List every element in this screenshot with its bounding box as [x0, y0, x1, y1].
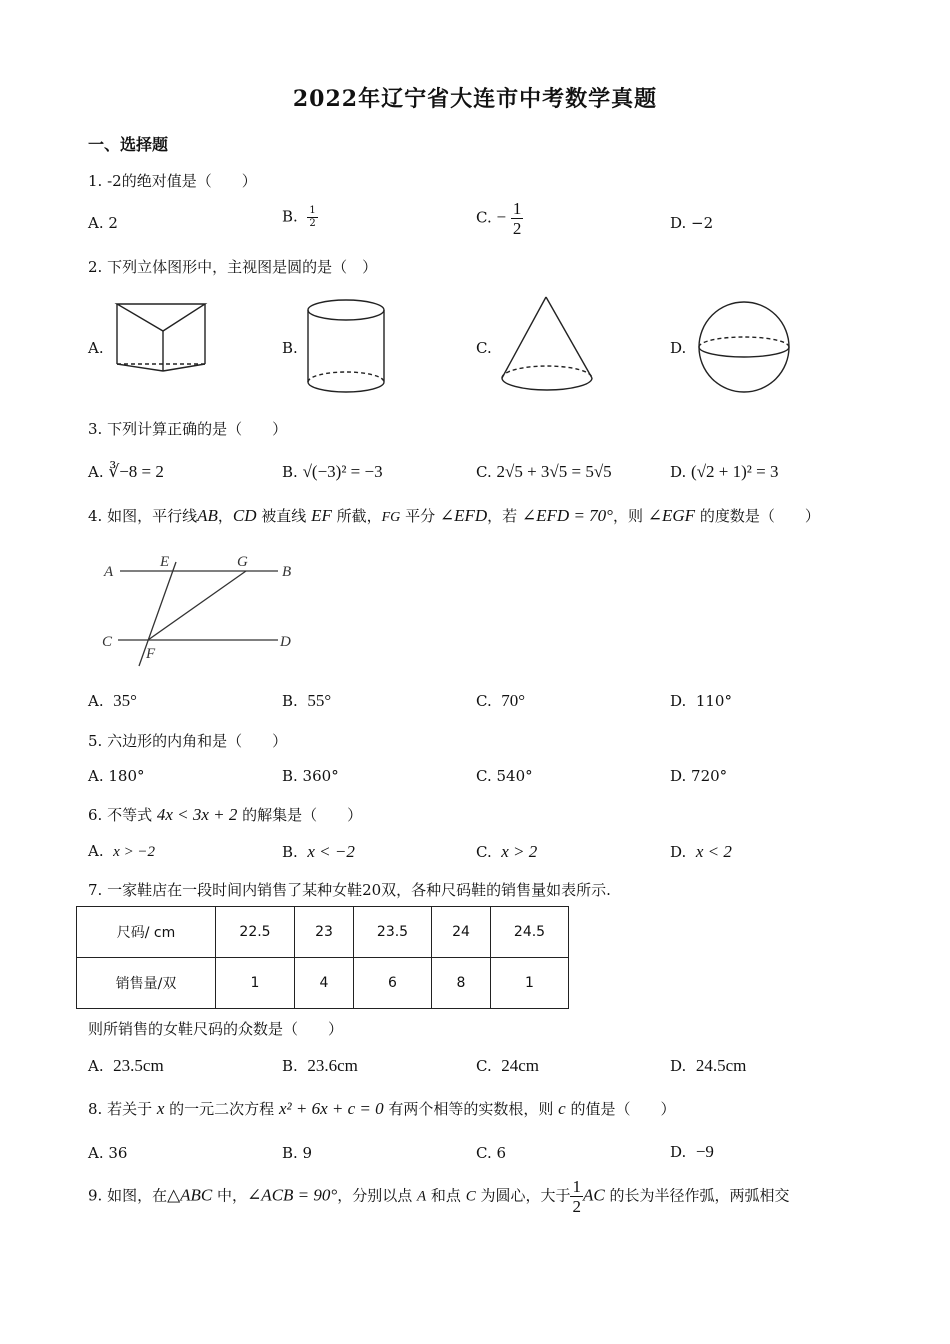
- option-value: x > −2: [113, 844, 156, 860]
- q7-option-d[interactable]: [670, 1056, 746, 1076]
- option-label: B.: [282, 692, 298, 710]
- option-value: x > 2: [501, 842, 538, 861]
- shoe-sales-table: [76, 906, 569, 1009]
- option-label: A.: [88, 842, 104, 860]
- option-value: x < 2: [695, 842, 732, 861]
- option-value: −2: [691, 214, 714, 232]
- q2-option-c[interactable]: C.: [476, 339, 492, 357]
- option-label: D.: [670, 843, 687, 861]
- point-label-g: G: [237, 554, 248, 570]
- q7-option-a[interactable]: [88, 1056, 164, 1076]
- cone-icon: [498, 294, 598, 398]
- option-value: −9: [695, 1142, 714, 1161]
- q4-option-b[interactable]: [282, 691, 331, 711]
- q7-option-b[interactable]: [282, 1056, 358, 1076]
- table-cell: 22.5: [216, 907, 295, 958]
- question-2-stem: 2. 下列立体图形中，主视图是圆的是（ ）: [88, 258, 378, 276]
- q3-option-d[interactable]: [670, 462, 778, 482]
- q1-option-b[interactable]: [282, 206, 318, 229]
- question-1-stem: 1. -2的绝对值是（ ）: [88, 172, 257, 190]
- parallel-lines-figure: [96, 548, 306, 673]
- option-label: C.: [476, 843, 492, 861]
- option-value: 35°: [113, 691, 137, 710]
- fraction: $\frac{1}{2}$: [309, 205, 316, 229]
- q5-option-b[interactable]: B. 360°: [282, 767, 339, 785]
- point-label-b: B: [282, 564, 292, 580]
- option-label: C.: [476, 692, 492, 710]
- table-cell: 1: [216, 958, 295, 1009]
- table-row: [77, 958, 569, 1009]
- question-3-stem: 3. 下列计算正确的是（ ）: [88, 420, 288, 438]
- page-title: 2022年辽宁省大连市中考数学真题: [292, 86, 658, 112]
- q3-option-b[interactable]: [282, 462, 383, 482]
- q3-option-a[interactable]: [88, 462, 164, 482]
- table-cell: 1: [491, 958, 569, 1009]
- table-header-cell: 尺码/ cm: [77, 907, 216, 958]
- option-label: A.: [88, 214, 104, 232]
- option-value: (√2 + 1)² = 3: [691, 462, 779, 481]
- q6-option-a[interactable]: [88, 842, 155, 861]
- q2-option-a[interactable]: A.: [88, 339, 104, 357]
- table-header-cell: 销售量/双: [77, 958, 216, 1009]
- q4-option-a[interactable]: [88, 691, 137, 711]
- option-label: B.: [282, 843, 298, 861]
- point-label-a: A: [104, 564, 114, 580]
- q6-option-d[interactable]: [670, 842, 732, 862]
- cylinder-icon: [304, 298, 388, 394]
- option-value: 110°: [695, 692, 732, 710]
- q1-option-c[interactable]: [476, 200, 523, 237]
- option-value: 2: [108, 214, 118, 232]
- option-label: B.: [282, 207, 298, 226]
- option-value: 2√5 + 3√5 = 5√5: [496, 462, 612, 481]
- option-label: B.: [282, 463, 298, 481]
- point-label-c: C: [102, 634, 113, 650]
- point-label-e: E: [160, 554, 170, 570]
- question-9-stem: 9. 如图，在△ABC 中，∠ACB = 90°，分别以点 A 和点 C 为圆心，大于 $\frac{1}{2}$ AC 的长为半径作弧，两弧相交: [88, 1177, 790, 1216]
- q1-option-d[interactable]: [670, 214, 713, 232]
- option-label: C.: [476, 208, 492, 227]
- q8-option-a[interactable]: A. 36: [88, 1144, 128, 1162]
- q6-option-b[interactable]: [282, 842, 355, 862]
- option-label: A.: [88, 692, 104, 710]
- table-cell: 24: [432, 907, 491, 958]
- section-heading: 一、选择题: [88, 135, 169, 154]
- q4-option-c[interactable]: [476, 691, 525, 711]
- q2-option-b[interactable]: B.: [282, 339, 298, 357]
- question-7-prompt: 则所销售的女鞋尺码的众数是（ ）: [88, 1020, 344, 1038]
- q8-option-b[interactable]: B. 9: [282, 1144, 313, 1162]
- table-cell: 24.5: [491, 907, 569, 958]
- option-value: 24cm: [501, 1056, 540, 1075]
- option-value: 55°: [307, 691, 332, 710]
- option-value: 23.6cm: [307, 1056, 358, 1075]
- point-label-f: F: [146, 646, 156, 662]
- option-value: 24.5cm: [695, 1056, 747, 1075]
- q7-option-c[interactable]: [476, 1056, 539, 1076]
- q3-option-c[interactable]: [476, 462, 612, 482]
- q5-option-a[interactable]: A. 180°: [88, 767, 145, 785]
- question-7-stem: 7. 一家鞋店在一段时间内销售了某种女鞋20双，各种尺码鞋的销售量如表所示.: [88, 881, 611, 899]
- option-label: D.: [670, 692, 687, 710]
- q8-option-c[interactable]: C. 6: [476, 1144, 507, 1162]
- q1-option-a[interactable]: [88, 214, 118, 232]
- table-row: [77, 907, 569, 958]
- table-cell: 6: [354, 958, 432, 1009]
- q5-option-c[interactable]: C. 540°: [476, 767, 533, 785]
- question-4-stem: 4. 如图，平行线AB，CD 被直线 EF 所截，FG 平分 ∠EFD，若 ∠EFD = 70°，则 ∠EGF 的度数是（ ）: [88, 506, 820, 525]
- q4-option-d[interactable]: [670, 692, 732, 710]
- sphere-icon: [696, 300, 792, 396]
- option-value: x < −2: [307, 842, 355, 861]
- table-cell: 8: [432, 958, 491, 1009]
- table-cell: 23: [295, 907, 354, 958]
- q5-option-d[interactable]: D. 720°: [670, 767, 728, 785]
- q8-option-d[interactable]: [670, 1142, 714, 1162]
- option-value: 70°: [501, 691, 526, 710]
- option-value: ∛−8 = 2: [108, 462, 164, 481]
- option-label: A.: [88, 1057, 104, 1075]
- option-label: A.: [88, 463, 104, 481]
- option-label: C.: [476, 463, 492, 481]
- option-label: D.: [670, 463, 687, 481]
- question-8-stem: 8. 若关于 x 的一元二次方程 x² + 6x + c = 0 有两个相等的实数根，则 c 的值是（ ）: [88, 1099, 676, 1118]
- fraction: $\frac{1}{2}$: [512, 199, 522, 238]
- table-cell: 4: [295, 958, 354, 1009]
- triangular-prism-icon: [105, 296, 215, 376]
- option-label: B.: [282, 1057, 298, 1075]
- option-value: √(−3)² = −3: [302, 462, 383, 481]
- q6-option-c[interactable]: [476, 842, 537, 862]
- question-6-stem: 6. 不等式 4x < 3x + 2 的解集是（ ）: [88, 805, 363, 824]
- option-label: C.: [476, 1057, 492, 1075]
- fraction: $\frac{1}{2}$: [572, 1177, 581, 1216]
- table-cell: 23.5: [354, 907, 432, 958]
- q2-option-d[interactable]: D.: [670, 339, 687, 357]
- option-value: 23.5cm: [113, 1056, 164, 1075]
- question-5-stem: 5. 六边形的内角和是（ ）: [88, 732, 288, 750]
- option-label: D.: [670, 214, 687, 232]
- option-label: D.: [670, 1143, 687, 1161]
- point-label-d: D: [280, 634, 291, 650]
- option-label: D.: [670, 1057, 687, 1075]
- minus-sign: −: [496, 207, 507, 227]
